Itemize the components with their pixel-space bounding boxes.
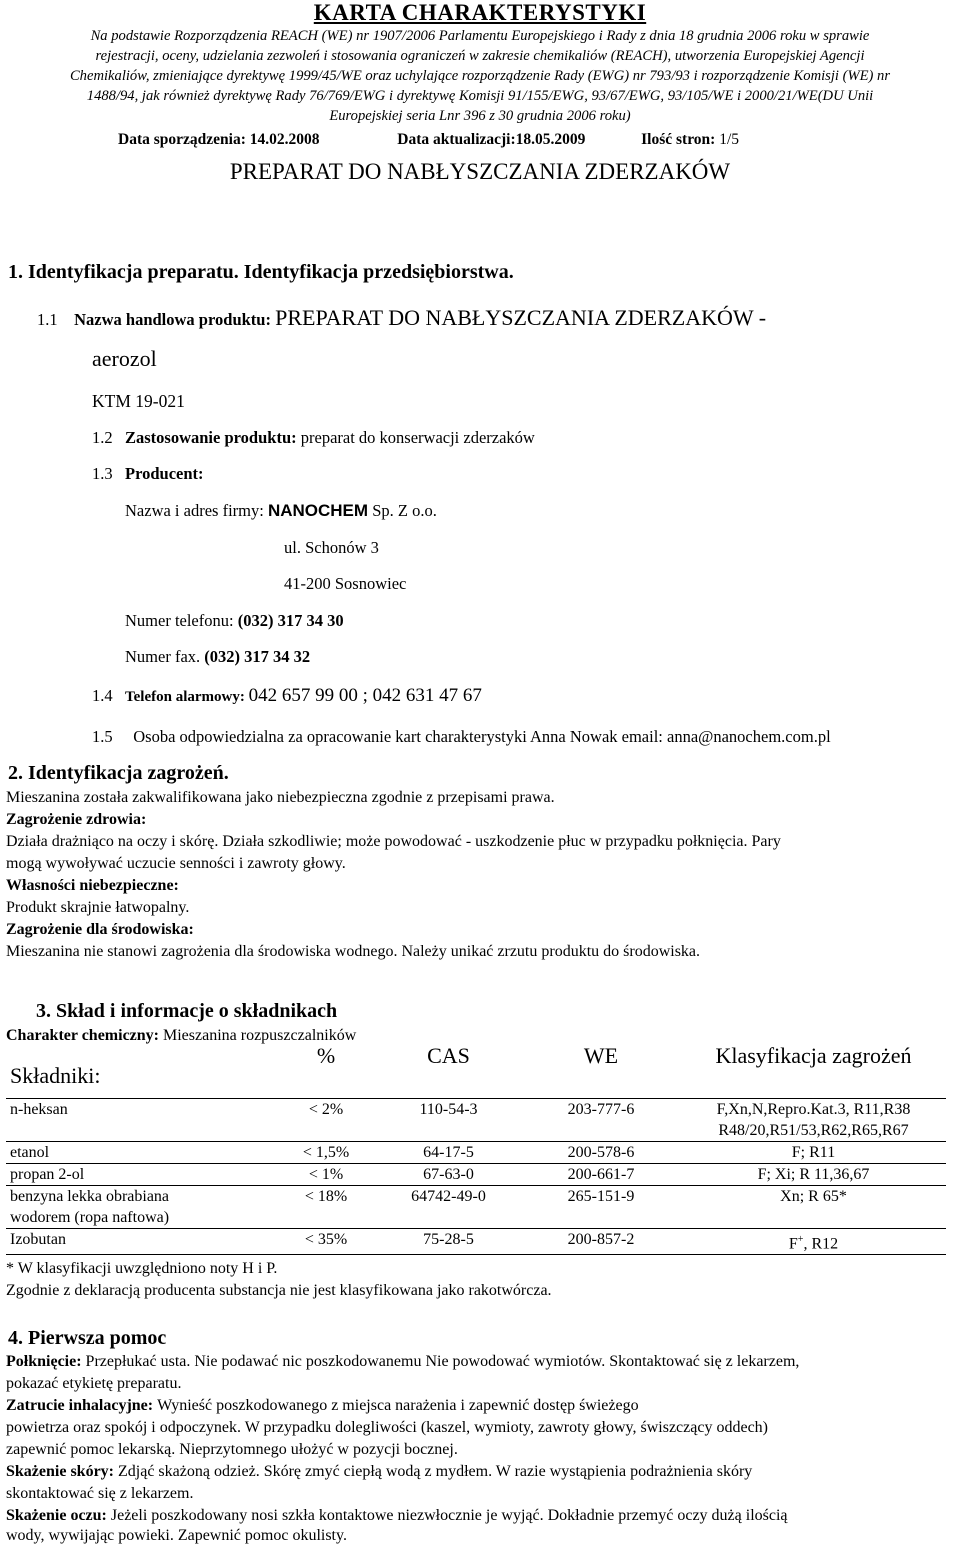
s11-value-cont: aerozol bbox=[92, 346, 157, 371]
chem-value: Mieszanina rozpuszczalników bbox=[163, 1027, 357, 1044]
s12-value: preparat do konserwacji zderzaków bbox=[300, 428, 535, 447]
fax-value: (032) 317 34 32 bbox=[204, 647, 311, 666]
eye-line-2: wody, wywijając powieki. Zapewnić pomoc okulisty. bbox=[6, 1527, 347, 1544]
section2-heading: 2. Identyfikacja zagrożeń. bbox=[8, 762, 229, 784]
legal-line-4: 1488/94, jak również dyrektywę Rady 76/769/EWG i dyrektywę Komisji 91/155/EWG, 93/67/EWG, 93/105/WE i 2000/21/WE(DU Unii bbox=[86, 88, 874, 104]
date-row bbox=[118, 131, 739, 149]
class-tail: , R12 bbox=[803, 1234, 839, 1252]
s14-value: 042 657 99 00 ; 042 631 47 67 bbox=[248, 685, 482, 706]
col-percent: % bbox=[316, 1043, 336, 1068]
section3-heading: 3. Skład i informacje o składnikach bbox=[36, 1000, 338, 1022]
skin-label: Skażenie skóry: bbox=[6, 1463, 118, 1480]
s11-label: Nazwa handlowa produktu: bbox=[74, 310, 276, 329]
s15-text: Osoba odpowiedzialna za opracowanie kart charakterystyki Anna Nowak email: anna@nanochem.com.pl bbox=[133, 727, 831, 746]
swallow-line-1 bbox=[6, 1353, 799, 1371]
ingredient-cas: 75-28-5 bbox=[423, 1230, 474, 1248]
swallow-label: Połknięcie: bbox=[6, 1353, 86, 1370]
class-main: F bbox=[788, 1234, 798, 1252]
ingredient-name: propan 2-ol bbox=[10, 1165, 85, 1183]
env-label: Zagrożenie dla środowiska: bbox=[6, 921, 194, 938]
col-classification: Klasyfikacja zagrożeń bbox=[715, 1043, 912, 1068]
ingredient-cas: 67-63-0 bbox=[423, 1165, 474, 1183]
health-line-2: mogą wywoływać uczucie senności i zawroty głowy. bbox=[6, 855, 346, 872]
pages-label: Ilość stron: bbox=[641, 131, 720, 148]
fax-label: Numer fax. bbox=[125, 647, 205, 666]
table-row bbox=[6, 1228, 946, 1254]
s14-line bbox=[92, 685, 482, 707]
s15-line bbox=[92, 727, 831, 747]
company-city: 41-200 Sosnowiec bbox=[284, 574, 407, 593]
chem-line bbox=[6, 1027, 356, 1045]
ingredient-cas: 64-17-5 bbox=[423, 1143, 474, 1161]
s13-label: Producent: bbox=[125, 464, 204, 483]
ingredient-class: F; R11 bbox=[791, 1143, 836, 1161]
company-line bbox=[125, 501, 437, 521]
legal-line-1: Na podstawie Rozporządzenia REACH (WE) nr 1907/2006 Parlamentu Europejskiego i Rady z dnia 18 grudnia 2006 roku w sprawie bbox=[90, 28, 870, 44]
env-text: Mieszanina nie stanowi zagrożenia dla środowiska wodnego. Należy unikać zrzutu produktu do środowiska. bbox=[6, 943, 701, 960]
ingredient-pct: < 18% bbox=[304, 1187, 348, 1205]
s14-label: Telefon alarmowy: bbox=[125, 689, 249, 705]
table-row bbox=[6, 1185, 946, 1228]
s12-num: 1.2 bbox=[92, 428, 113, 447]
composition-table bbox=[6, 1045, 946, 1255]
eye-text-1: Jeżeli poszkodowany nosi szkła kontaktowe niezwłocznie je wyjąć. Dokładnie przemyć oczy dużą ilością bbox=[110, 1507, 788, 1524]
section1-heading: 1. Identyfikacja preparatu. Identyfikacja przedsiębiorstwa. bbox=[8, 261, 514, 283]
hazard-props-label: Własności niebezpieczne: bbox=[6, 877, 179, 894]
ingredient-we: 265-151-9 bbox=[567, 1187, 635, 1205]
ingredient-cas: 64742-49-0 bbox=[411, 1187, 486, 1205]
s12-line bbox=[92, 428, 535, 448]
ingredient-name: n-heksan bbox=[6, 1098, 276, 1141]
class-sup: + bbox=[797, 1233, 804, 1245]
document-title: KARTA CHARAKTERYSTYKI bbox=[313, 0, 647, 25]
company-label: Nazwa i adres firmy: bbox=[125, 501, 268, 520]
phone-label: Numer telefonu: bbox=[125, 611, 238, 630]
date-updated: Data aktualizacji:18.05.2009 bbox=[397, 131, 586, 148]
ingredient-pct: < 2% bbox=[308, 1100, 344, 1118]
s14-num: 1.4 bbox=[92, 686, 113, 705]
swallow-line-2: pokazać etykietę preparatu. bbox=[6, 1375, 182, 1392]
col-cas: CAS bbox=[427, 1043, 470, 1068]
hazard-intro: Mieszanina została zakwalifikowana jako niebezpieczna zgodnie z przepisami prawa. bbox=[6, 789, 555, 806]
name-line-1: benzyna lekka obrabiana bbox=[10, 1187, 170, 1205]
skin-text-1: Zdjąć skażoną odzież. Skórę zmyć ciepłą wodą z mydłem. W razie wystąpienia podrażnienia skóry bbox=[118, 1463, 753, 1480]
legal-line-3: Chemikaliów, zmieniające dyrektywę 1999/45/WE oraz uchylające rozporządzenie Rady (EWG) nr 793/93 i rozporządzenie Komisji (WE) nr bbox=[69, 68, 891, 84]
ingredient-pct: < 35% bbox=[304, 1230, 348, 1248]
ingredient-class: F; Xi; R 11,36,67 bbox=[757, 1165, 870, 1183]
company-name: NANOCHEM bbox=[267, 501, 369, 520]
ingredient-we: 200-857-2 bbox=[567, 1230, 635, 1248]
pages-value: 1/5 bbox=[719, 131, 740, 148]
legal-line-5: Europejskiej seria Lnr 396 z 30 grudnia 2006 roku) bbox=[329, 108, 631, 124]
skin-line-2: skontaktować się z lekarzem. bbox=[6, 1485, 194, 1502]
ingredient-name bbox=[6, 1185, 276, 1228]
eye-label: Skażenie oczu: bbox=[6, 1507, 111, 1524]
s13-line bbox=[92, 464, 204, 484]
ingredient-pct: < 1% bbox=[308, 1165, 344, 1183]
table-row bbox=[6, 1098, 946, 1141]
health-line-1: Działa drażniąco na oczy i skórę. Działa szkodliwie; może powodować - uszkodzenie płuc w przypadku połknięcia. Pary bbox=[6, 833, 781, 850]
ingredient-class bbox=[681, 1098, 946, 1141]
col-we: WE bbox=[583, 1043, 619, 1068]
s13-num: 1.3 bbox=[92, 464, 113, 483]
date-created: Data sporządzenia: 14.02.2008 bbox=[118, 131, 320, 148]
table-row bbox=[6, 1163, 946, 1185]
skin-line-1 bbox=[6, 1463, 752, 1481]
inhal-text-1: Wynieść poszkodowanego z miejsca narażenia i zapewnić dostęp świeżego bbox=[157, 1397, 639, 1414]
class-line-1: F,Xn,N,Repro.Kat.3, R11,R38 bbox=[716, 1100, 911, 1118]
name-line-2: wodorem (ropa naftowa) bbox=[10, 1208, 170, 1226]
inhal-line-1 bbox=[6, 1397, 639, 1415]
ingredient-we: 203-777-6 bbox=[567, 1100, 635, 1118]
health-label: Zagrożenie zdrowia: bbox=[6, 811, 147, 828]
ingredient-we: 200-661-7 bbox=[567, 1165, 635, 1183]
inhal-label: Zatrucie inhalacyjne: bbox=[6, 1397, 158, 1414]
chem-label: Charakter chemiczny: bbox=[6, 1027, 163, 1044]
product-title: PREPARAT DO NABŁYSZCZANIA ZDERZAKÓW bbox=[229, 159, 731, 184]
s11-line bbox=[37, 305, 766, 331]
inhal-line-3: zapewnić pomoc lekarską. Nieprzytomnego ułożyć w pozycji bocznej. bbox=[6, 1441, 458, 1458]
fax-line bbox=[125, 647, 310, 667]
ingredient-name: etanol bbox=[10, 1143, 50, 1161]
composition-note-2: Zgodnie z deklaracją producenta substancja nie jest klasyfikowana jako rakotwórcza. bbox=[6, 1282, 552, 1299]
ingredient-class bbox=[681, 1228, 946, 1254]
hazard-props-text: Produkt skrajnie łatwopalny. bbox=[6, 899, 190, 916]
s15-num: 1.5 bbox=[92, 727, 113, 746]
table-row bbox=[6, 1141, 946, 1163]
ingredient-pct: < 1,5% bbox=[302, 1143, 350, 1161]
eye-line-1 bbox=[6, 1507, 788, 1525]
composition-note-1: * W klasyfikacji uwzględniono noty H i P. bbox=[6, 1260, 278, 1277]
swallow-text-1: Przepłukać usta. Nie podawać nic poszkodowanemu Nie powodować wymiotów. Skontaktować się z lekarzem, bbox=[85, 1353, 800, 1370]
ingredient-class: Xn; R 65* bbox=[780, 1187, 847, 1205]
s11-num: 1.1 bbox=[37, 310, 58, 329]
table-header-row bbox=[6, 1045, 946, 1086]
class-line-2: R48/20,R51/53,R62,R65,R67 bbox=[718, 1121, 909, 1139]
legal-line-2: rejestracji, oceny, udzielania zezwoleń i stosowania ograniczeń w zakresie chemikaliów (REACH), utworzenia Europejskiej Agencji bbox=[95, 48, 865, 64]
ktm-code: KTM 19-021 bbox=[92, 391, 185, 411]
inhal-line-2: powietrza oraz spokój i odpoczynek. W przypadku dolegliwości (kaszel, wymioty, zawroty głowy, świszczący oddech) bbox=[6, 1419, 768, 1436]
col-ingredients: Składniki: bbox=[10, 1063, 101, 1088]
s12-label: Zastosowanie produktu: bbox=[125, 428, 301, 447]
section4-heading: 4. Pierwsza pomoc bbox=[8, 1327, 167, 1349]
ingredient-name: Izobutan bbox=[10, 1230, 66, 1248]
s11-value: PREPARAT DO NABŁYSZCZANIA ZDERZAKÓW - bbox=[275, 305, 767, 330]
ingredient-cas: 110-54-3 bbox=[419, 1100, 478, 1118]
company-street: ul. Schonów 3 bbox=[284, 538, 379, 557]
phone-line bbox=[125, 611, 344, 631]
company-suffix: Sp. Z o.o. bbox=[368, 501, 437, 520]
ingredient-we: 200-578-6 bbox=[567, 1143, 635, 1161]
phone-value: (032) 317 34 30 bbox=[237, 611, 344, 630]
